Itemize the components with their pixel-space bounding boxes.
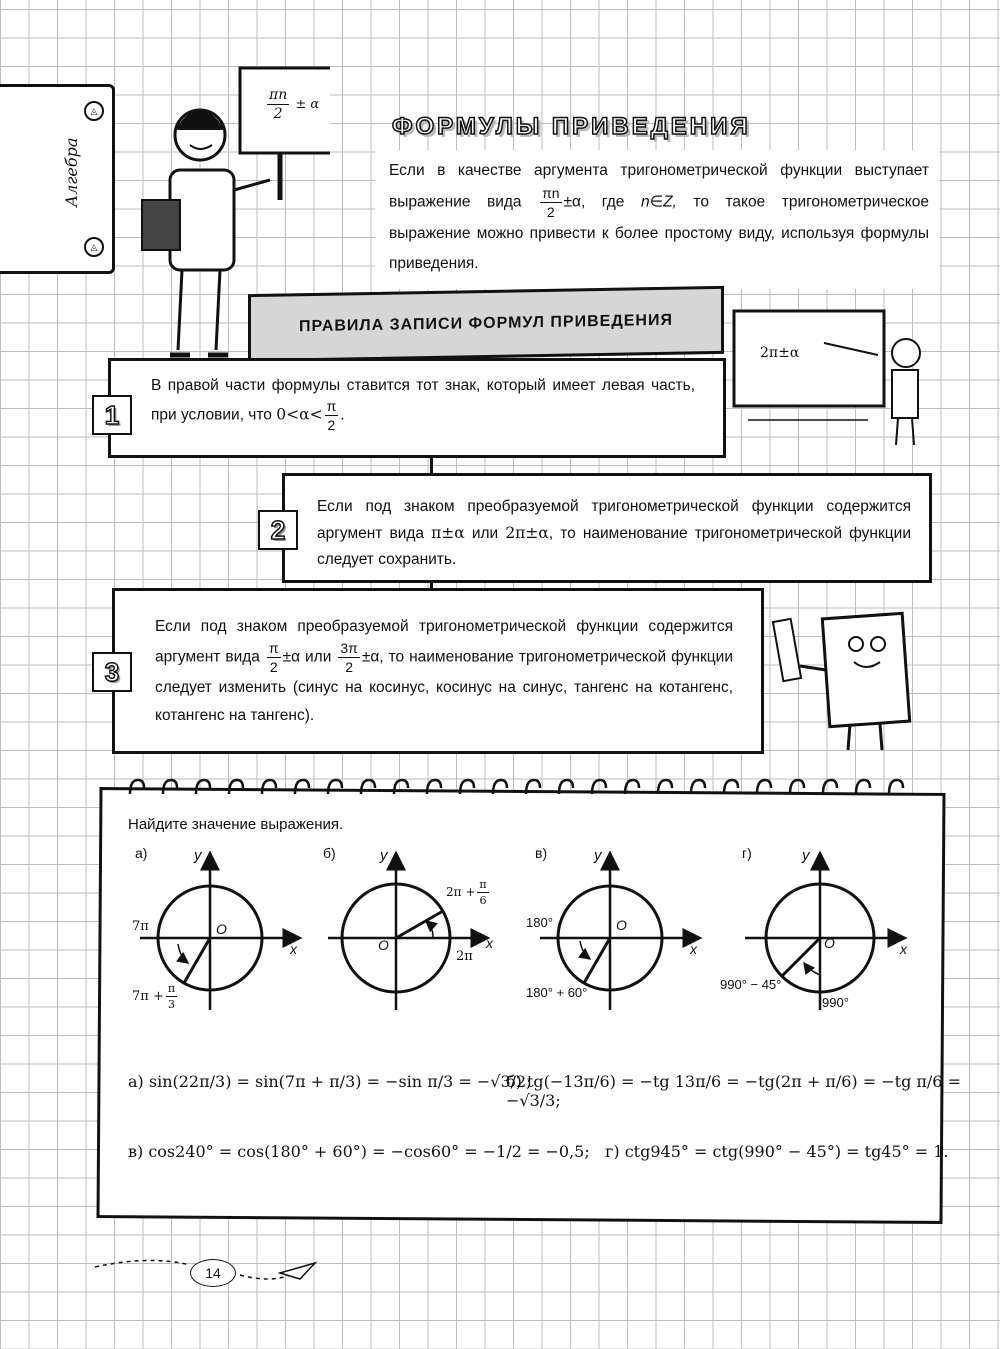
rule-1-end: . — [340, 406, 345, 424]
rule-2-text-b: , то наименование тригонометрической функции следует сохранить. — [317, 525, 911, 568]
figure-v-start: 180° — [526, 915, 553, 930]
intro-paragraph — [375, 150, 939, 289]
unit-circle-b — [308, 845, 498, 1015]
figure-a-start: 7π — [132, 919, 149, 934]
rule-3-f2-num: 3π — [340, 640, 358, 656]
tab-circle-top: ◬ — [84, 101, 104, 121]
figure-v-x-label: x — [690, 941, 697, 957]
figure-b-x-label: x — [486, 935, 493, 951]
rule-2-number: 2 — [258, 510, 298, 550]
rule-3-text-b: то наименование тригонометрической функции следует изменить (синус на косинус, косинус на синус, тангенс на котангенс, котангенс на тангенс). — [155, 648, 733, 724]
figure-a-letter: а) — [135, 845, 148, 861]
figure-g-origin: O — [824, 935, 835, 951]
rule-2-arg1: π±α — [431, 524, 465, 542]
figure-v-letter: в) — [535, 845, 548, 861]
section-label: Алгебра — [62, 137, 81, 207]
intro-n-in-z: n∈Z, — [640, 193, 677, 211]
tab-circle-bottom: ◬ — [84, 237, 104, 257]
figure-v-y-label: y — [594, 847, 602, 864]
rule-1-cond-den: 2 — [327, 417, 336, 433]
figure-b-origin: O — [378, 937, 389, 953]
rule-2-text — [285, 476, 929, 573]
unit-circle-v — [520, 845, 720, 1015]
rule-1-cond: 0<α< — [276, 405, 323, 424]
figure-a-end-prefix: 7π + — [132, 989, 164, 1004]
task-prompt: Найдите значение выражения. — [128, 816, 344, 833]
blackboard-illustration — [728, 295, 948, 455]
rule-3-f2-suffix: ±α, — [361, 648, 384, 666]
rule-1-text — [111, 361, 723, 432]
figure-g-end: 990° − 45° — [720, 977, 782, 992]
rule-1-box — [108, 358, 726, 458]
figure-v-end: 180° + 60° — [526, 985, 588, 1000]
board-formula: 2π±α — [760, 345, 800, 361]
rules-header — [248, 286, 724, 362]
figure-b-end-num: π — [479, 878, 487, 891]
figure-g-y-label: y — [802, 847, 810, 864]
figure-a-end — [132, 983, 179, 1010]
rules-header-text: ПРАВИЛА ЗАПИСИ ФОРМУЛ ПРИВЕДЕНИЯ — [299, 311, 673, 336]
rule-3-f2-den: 2 — [345, 659, 353, 675]
intro-part2: ±α, где — [563, 193, 625, 211]
rule-3-text-a: Если под знаком преобразуемой тригонометрической функции содержится аргумент вида — [155, 618, 733, 666]
figure-b-end-prefix: 2π + — [446, 885, 476, 899]
figure-a-end-den: 3 — [167, 998, 175, 1011]
figure-a-end-num: π — [167, 982, 176, 995]
rule-3-text — [115, 591, 761, 730]
rule-2-arg2: 2π±α — [505, 524, 549, 542]
intro-frac-den: 2 — [546, 204, 555, 220]
solution-v: в) cos240° = cos(180° + 60°) = −cos60° = −1/2 = −0,5; — [128, 1142, 590, 1161]
rule-3-number: 3 — [92, 652, 132, 692]
figure-g-letter: г) — [742, 845, 752, 861]
figure-b-letter: б) — [323, 845, 336, 861]
rule-3-or: или — [305, 648, 332, 666]
figure-b-y-label: y — [380, 847, 388, 864]
figure-a-x-label: x — [290, 941, 297, 957]
figure-g-x-label: x — [900, 941, 907, 957]
sign-numerator: πn — [269, 87, 288, 103]
intro-part1: Если в качестве аргумента тригонометрической функции выступает выражение вида — [389, 162, 929, 211]
book-character-illustration — [770, 600, 940, 770]
figure-a-y-label: y — [194, 847, 202, 864]
sign-denominator: 2 — [273, 106, 283, 122]
rule-3-f1-num: π — [268, 640, 279, 656]
rule-2-box — [282, 473, 932, 583]
rule-2-text-a: Если под знаком преобразуемой тригонометрической функции содержится аргумент вида — [317, 498, 911, 542]
unit-circle-g — [720, 845, 920, 1015]
paper-plane-icon — [280, 1263, 315, 1279]
sign-formula — [265, 88, 319, 121]
notebook-spiral — [120, 772, 920, 802]
solution-g: г) ctg945° = ctg(990° − 45°) = tg45° = 1. — [605, 1142, 949, 1161]
solution-a: а) sin(22π/3) = sin(7π + π/3) = −sin π/3 = −√3/2; — [128, 1072, 532, 1091]
intro-frac-num: πn — [542, 185, 560, 201]
rule-3-box — [112, 588, 764, 754]
figure-a-origin: O — [216, 921, 227, 937]
figure-g-start: 990° — [822, 995, 849, 1010]
rule-3-f1-suffix: ±α — [282, 648, 301, 666]
intro-part3: то такое тригонометрическое выражение можно привести к более простому виду, используя формулы приведения. — [389, 193, 930, 272]
figure-v-origin: O — [616, 917, 627, 933]
page-title: ФОРМУЛЫ ПРИВЕДЕНИЯ — [392, 113, 751, 140]
sign-suffix: ± α — [295, 97, 320, 112]
figure-b-start: 2π — [456, 949, 473, 964]
solution-b: б) tg(−13π/6) = −tg 13π/6 = −tg(2π + π/6) = −tg π/6 = −√3/3; — [506, 1072, 961, 1110]
figure-b-end — [446, 879, 491, 906]
unit-circle-b-drawing — [308, 845, 498, 1015]
rule-1-number: 1 — [92, 395, 132, 435]
figure-b-end-den: 6 — [479, 894, 487, 907]
rule-3-f1-den: 2 — [269, 659, 278, 675]
unit-circle-a — [120, 845, 310, 1015]
rule-1-text-a: В правой части формулы ставится тот знак, который имеет левая часть, при условии, что — [151, 377, 695, 424]
page-number: 14 — [190, 1259, 236, 1287]
rule-1-cond-num: π — [326, 398, 337, 414]
rule-2-or: или — [471, 525, 499, 542]
section-side-tab — [0, 84, 115, 274]
